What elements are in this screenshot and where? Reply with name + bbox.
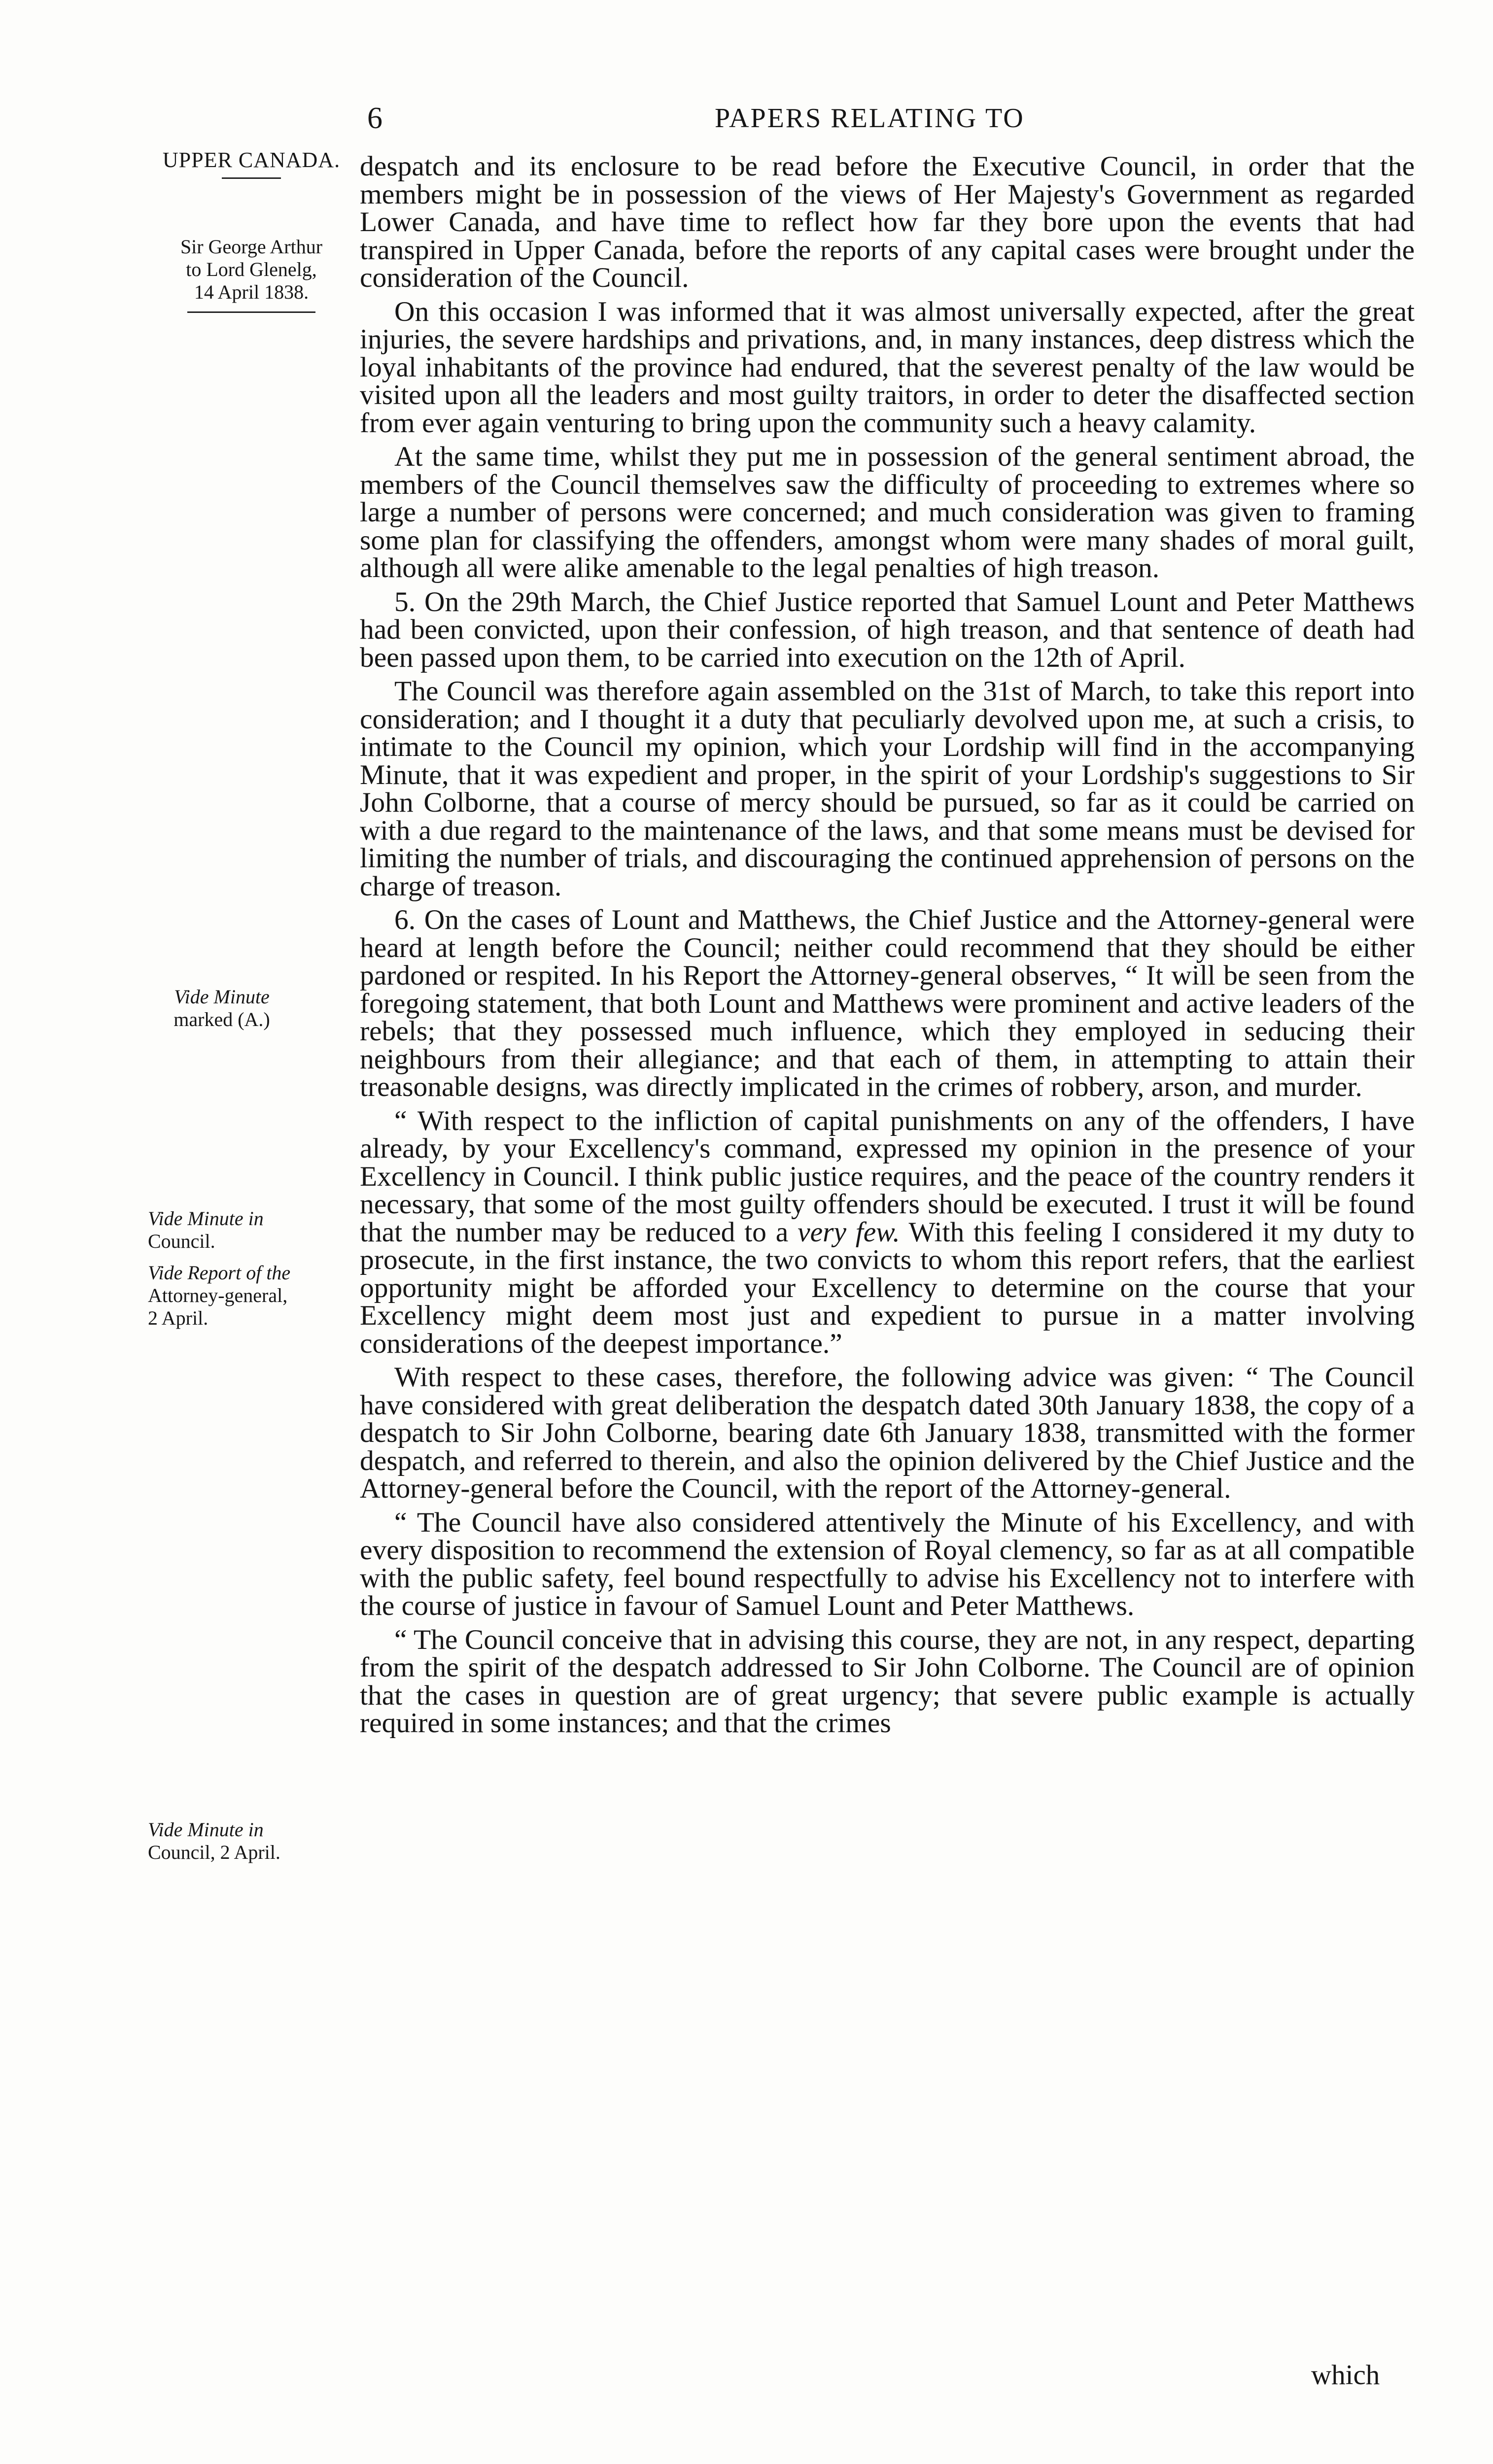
paragraph-advice-given: With respect to these cases, therefore, the following advice was given: “ The Council have considered with great deliberation the despatch dated 30th January 1838, the copy of a despatch to Sir John Colborne, bearing date 6th January 1838, transmitted with the former despatch, and referred to therein, and also the opinion delivered by the Chief Justice and the Attorney-general before the Council, with the report of the Attorney-general. (360, 1362, 1415, 1504)
margin-report-line2: Attorney-general, (148, 1284, 288, 1306)
margin-dispatch-line1: Sir George Arthur (180, 236, 323, 258)
capital-punishment-text-b: With this feeling I considered it my duty to prosecute, in the first instance, the two convicts to whom this report refers, that the earliest opportunity might be afforded your Excellency to determine on the course that your Excellency might deem most just and expedient to pursue in a matter involving considerations of the deepest importance.” (360, 1216, 1415, 1359)
catchword: which (1311, 2360, 1380, 2391)
paragraph-section-5: 5. On the 29th March, the Chief Justice reported that Samuel Lount and Peter Matthews had been convicted, upon their confession, of high treason, and that sentence of death had been passed upon them, to be carried into execution on the 12th of April. (360, 586, 1415, 673)
paragraph-despatch: despatch and its enclosure to be read before the Executive Council, in order that the members might be in possession of the views of Her Majesty's Government as regarded Lower Canada, and have time to reflect how far they bore upon the events that had transpired in Upper Canada, before the reports of any capital cases were brought under the consideration of the Council. (360, 151, 1415, 293)
capital-punishment-text-a: “ With respect to the infliction of capital punishments on any of the offenders, I have already, by your Excellency's command, expressed my opinion in the presence of your Excellency in Council. I think public justice requires, and the peace of the country renders it necessary, that some of the most guilty offenders should be executed. I trust it will be found that the number may be reduced to a (360, 1105, 1415, 1248)
margin-vide-minute-council (148, 1207, 350, 1253)
margin-long-rule (187, 311, 315, 313)
margin-dispatch-note (153, 236, 350, 318)
margin-short-rule (222, 177, 281, 179)
margin-section-heading (158, 148, 345, 184)
margin-vide-minute-council-april (148, 1818, 350, 1864)
margin-report-line3: 2 April. (148, 1307, 208, 1329)
paragraph-capital-punishment (360, 1107, 1415, 1358)
running-head: PAPERS RELATING TO (715, 103, 1025, 134)
margin-section-label: UPPER CANADA. (162, 148, 341, 172)
page-header (0, 99, 1493, 138)
capital-punishment-emphasis: very few. (798, 1216, 900, 1248)
paragraph-council-conceive: “ The Council conceive that in advising this course, they are not, in any respect, departing from the spirit of the despatch addressed to Sir John Colborne. The Council are of opinion that the cases in question are of great urgency; that severe public example is actually required in some instances; and that the crimes (360, 1624, 1415, 1739)
margin-vide-a-line2: marked (A.) (174, 1008, 270, 1030)
paragraph-council-considered: “ The Council have also considered attentively the Minute of his Excellency, and with every disposition to recommend the extension of Royal clemency, so far as at all compatible with the public safety, feel bound respectfully to advise his Excellency not to interfere with the course of justice in favour of Samuel Lount and Peter Matthews. (360, 1506, 1415, 1621)
margin-council2-line1: Vide Minute in (148, 1818, 264, 1841)
paragraph-council-assembled: The Council was therefore again assembled on the 31st of March, to take this report into consideration; and I thought it a duty that peculiarly devolved upon me, at such a crisis, to intimate to the Council my opinion, which your Lordship will find in the accompanying Minute, that it was expedient and proper, in the spirit of your Lordship's suggestions to Sir John Colborne, that a course of mercy should be pursued, so far as it could be carried on with a due regard to the maintenance of the laws, and that some means must be devised for limiting the number of trials, and discouraging the continued apprehension of persons on the charge of treason. (360, 676, 1415, 902)
margin-vide-a-line1: Vide Minute (174, 986, 270, 1008)
margin-dispatch-line2: to Lord Glenelg, (186, 258, 317, 280)
margin-council-line1: Vide Minute in (148, 1207, 264, 1230)
margin-council-line2: Council. (148, 1230, 215, 1252)
margin-council2-line2: Council, 2 April. (148, 1841, 280, 1863)
paragraph-section-6: 6. On the cases of Lount and Matthews, the Chief Justice and the Attorney-general were heard at length before the Council; neither could recommend that they should be either pardoned or respited. In his Report the Attorney-general observes, “ It will be seen from the foregoing statement, that both Lount and Matthews were prominent and active leaders of the rebels; that they possessed much influence, which they employed in seducing their neighbours from their allegiance; and that each of them, in attempting to attain their treasonable designs, was directly implicated in the crimes of robbery, arson, and murder. (360, 904, 1415, 1102)
margin-report-line1: Vide Report of the (148, 1262, 291, 1284)
body-text (360, 153, 1415, 1744)
page-number: 6 (367, 102, 382, 135)
paragraph-expectation: On this occasion I was informed that it was almost universally expected, after the great injuries, the severe hardships and privations, and, in many instances, deep distress which the loyal inhabitants of the province had endured, that the severest penalty of the law would be visited upon all the leaders and most guilty traitors, in order to deter the disaffected section from ever again venturing to bring upon the community such a heavy calamity. (360, 296, 1415, 439)
margin-dispatch-line3: 14 April 1838. (194, 281, 309, 303)
margin-vide-report (148, 1262, 350, 1330)
margin-vide-minute-a (148, 986, 296, 1031)
paragraph-council-difficulty: At the same time, whilst they put me in possession of the general sentiment abroad, the members of the Council themselves saw the difficulty of proceeding to extremes where so large a number of persons were concerned; and much consideration was given to framing some plan for classifying the offenders, amongst whom were many shades of moral guilt, although all were alike amenable to the legal penalties of high treason. (360, 441, 1415, 583)
